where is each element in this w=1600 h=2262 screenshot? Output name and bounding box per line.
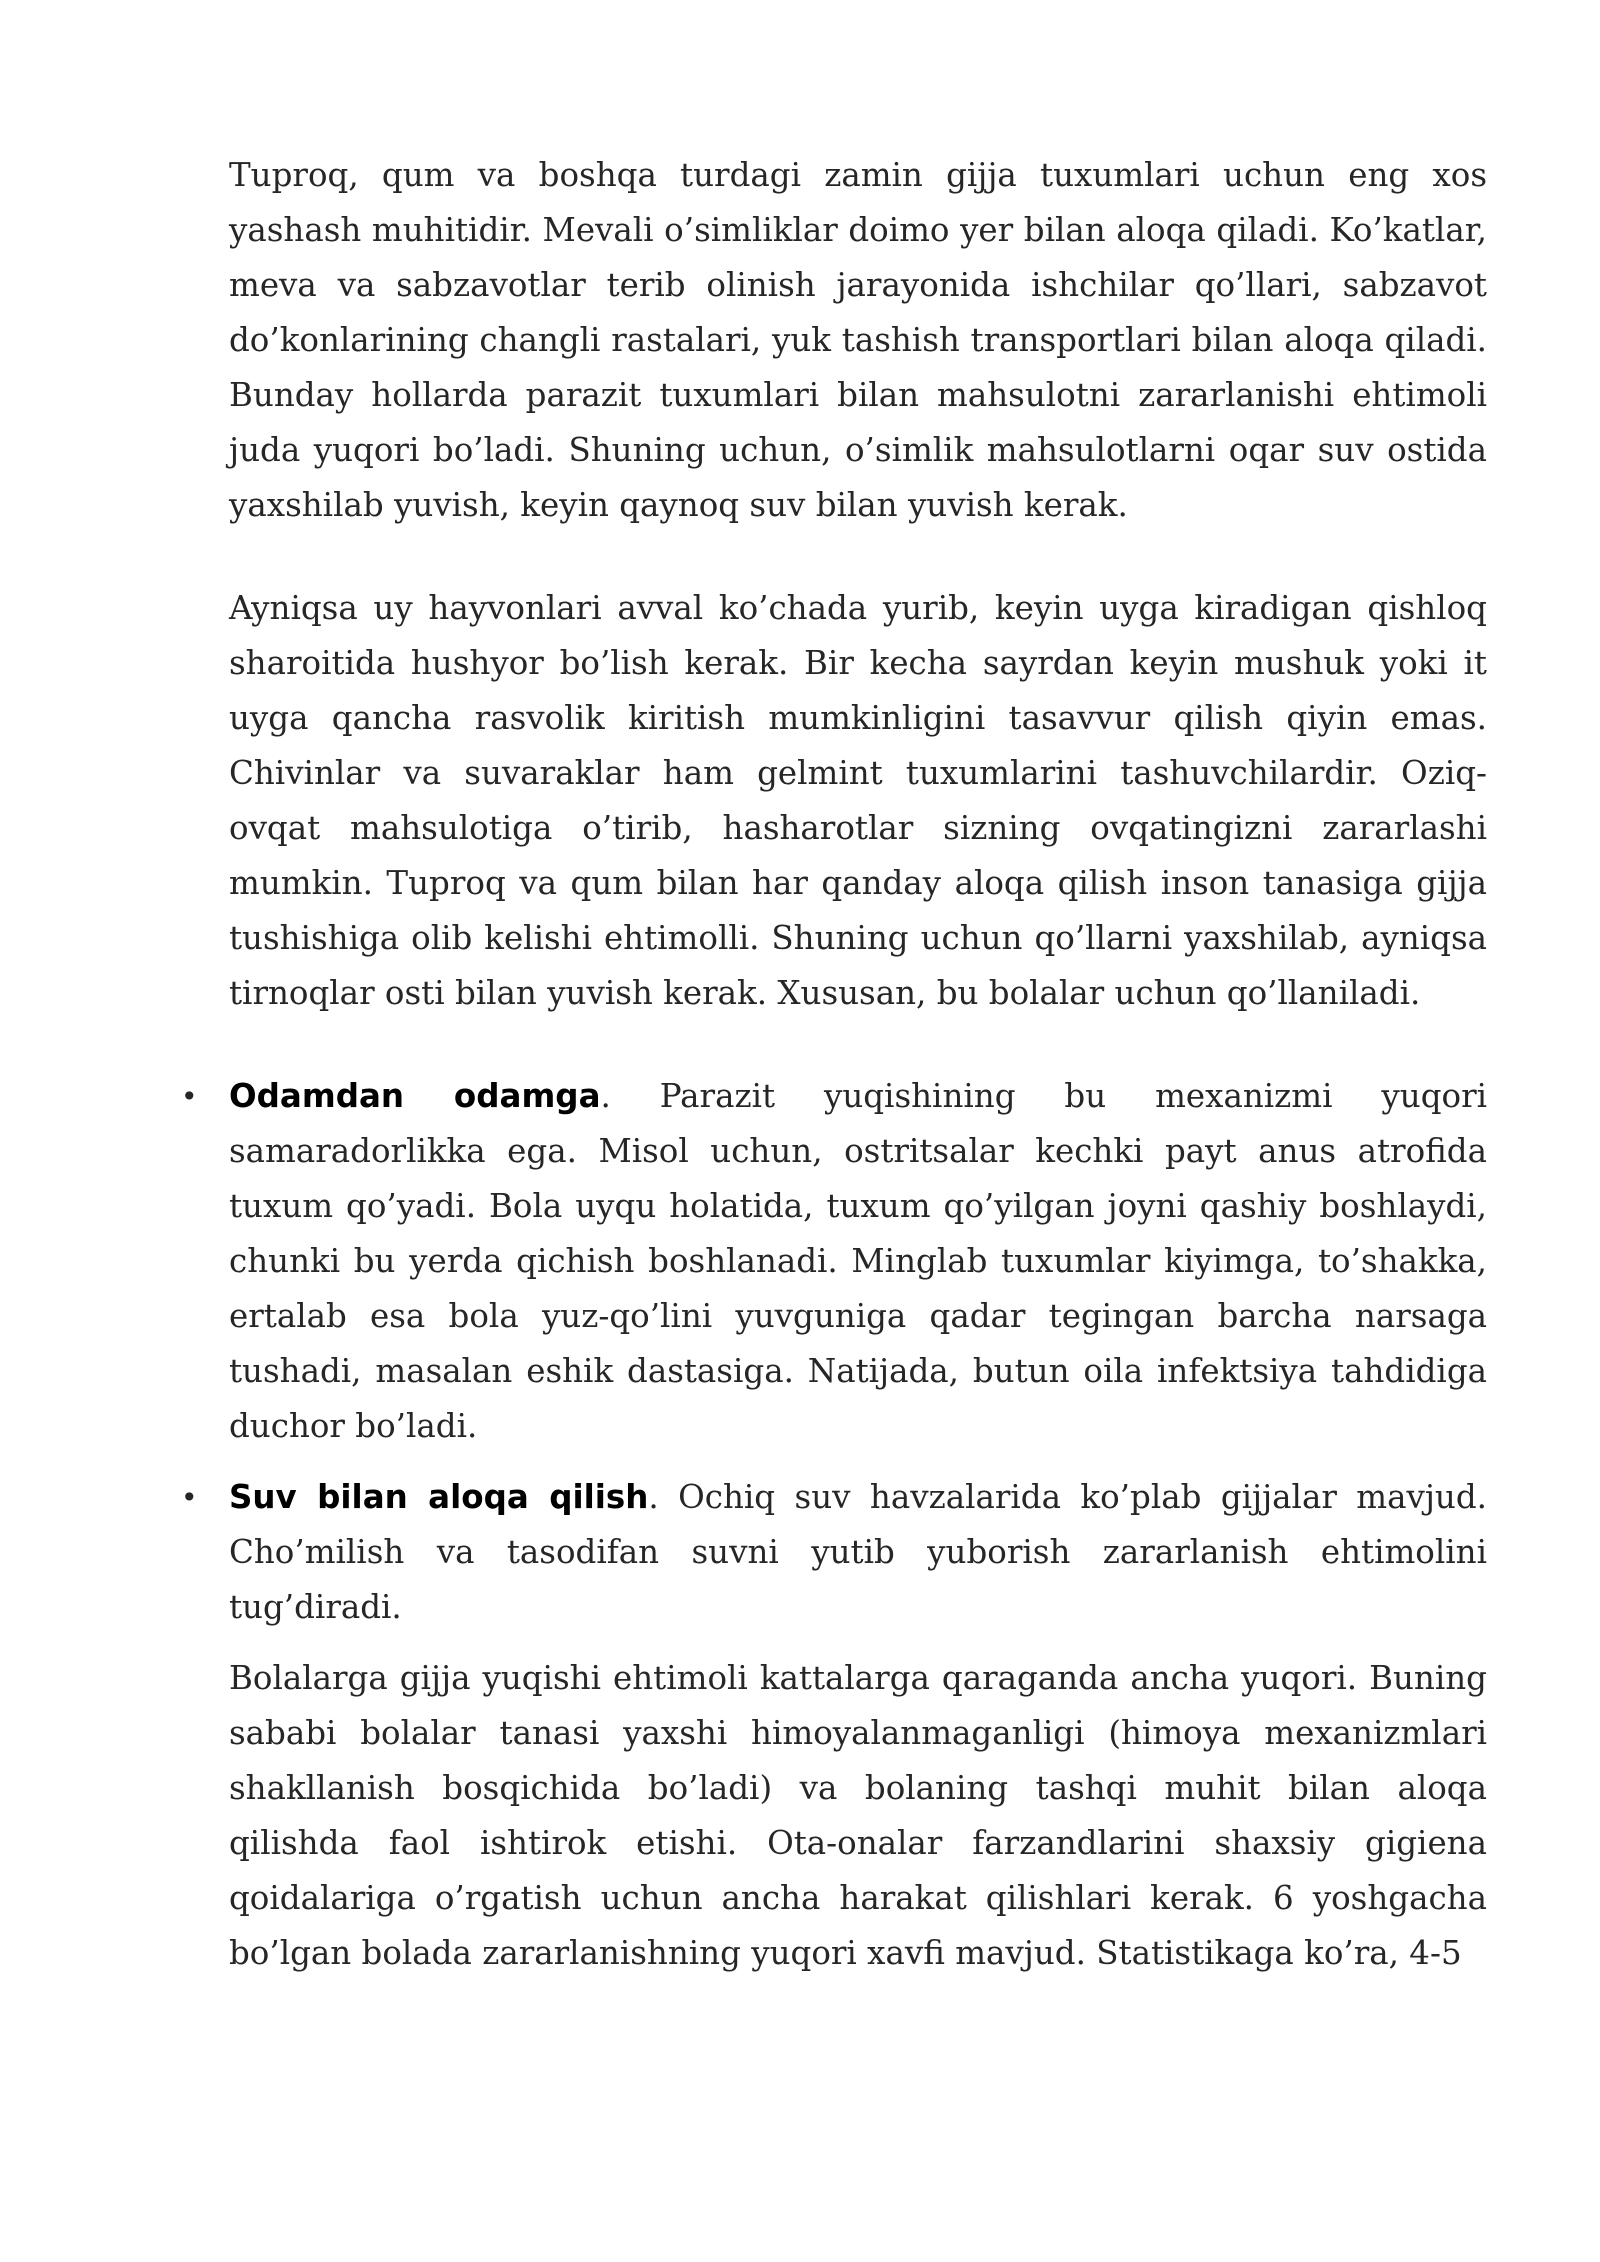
list-item-water-contact: [181, 1470, 1487, 1635]
list-item-term: Odamdan odamga: [229, 1077, 601, 1115]
paragraph-pets-insects: Ayniqsa uy hayvonlari avval ko’chada yurib, keyin uyga kiradigan qishloq sharoitida hushyor bo’lish kerak. Bir kecha sayrdan keyin mushuk yoki it uyga qancha rasvolik kiritish mumkinligini tasavvur qilish qiyin emas. Chivinlar va suvaraklar ham gelmint tuxumlarini tashuvchilardir. Oziq-ovqat mahsulotiga o’tirib, hasharotlar sizning ovqatingizni zararlashi mumkin. Tuproq va qum bilan har qanday aloqa qilish inson tanasiga gijja tushishiga olib kelishi ehtimolli. Shuning uchun qo’llarni yaxshilab, ayniqsa tirnoqlar osti bilan yuvish kerak. Xususan, bu bolalar uchun qo’llaniladi.: [229, 589, 1487, 1012]
bullet-dot-icon: •: [181, 1481, 198, 1514]
paragraph-children-risk: Bolalarga gijja yuqishi ehtimoli kattalarga qaraganda ancha yuqori. Buning sababi bolalar tanasi yaxshi himoyalanmaganligi (himoya mexanizmlari shakllanish bosqichida bo’ladi) va bolaning tashqi muhit bilan aloqa qilishda faol ishtirok etishi. Ota-onalar farzandlarini shaxsiy gigiena qoidalariga o’rgatish uchun ancha harakat qilishlari kerak. 6 yoshgacha bo’lgan bolada zararlanishning yuqori xavfi mavjud. Statistikaga ko’ra, 4-5: [229, 1659, 1487, 1972]
list-item-term: Suv bilan aloqa qilish: [229, 1478, 649, 1516]
transmission-list: [181, 1069, 1488, 1635]
document-page: [181, 148, 1488, 1981]
list-item-text: . Parazit yuqishining bu mexanizmi yuqori samaradorlikka ega. Misol uchun, ostritsalar kechki payt anus atrofida tuxum qo’yadi. Bola uyqu holatida, tuxum qo’yilgan joyni qashiy boshlaydi, chunki bu yerda qichish boshlanadi. Minglab tuxumlar kiyimga, to’shakka, ertalab esa bola yuz-qo’lini yuvguniga qadar tegingan barcha narsaga tushadi, masalan eshik dastasiga. Natijada, butun oila infektsiya tahdidiga duchor bo’ladi.: [229, 1077, 1488, 1445]
list-item-text: . Ochiq suv havzalarida ko’plab gijjalar mavjud. Cho’milish va tasodifan suvni yutib yuborish zararlanish ehtimolini tug’diradi.: [229, 1478, 1487, 1626]
bullet-dot-icon: •: [181, 1080, 198, 1113]
list-item-person-to-person: [181, 1069, 1488, 1454]
paragraph-soil-contact: Tuproq, qum va boshqa turdagi zamin gijja tuxumlari uchun eng xos yashash muhitidir. Mevali o’simliklar doimo yer bilan aloqa qiladi. Ko’katlar, meva va sabzavotlar terib olinish jarayonida ishchilar qo’llari, sabzavot do’konlarining changli rastalari, yuk tashish transportlari bilan aloqa qiladi. Bunday hollarda parazit tuxumlari bilan mahsulotni zararlanishi ehtimoli juda yuqori bo’ladi. Shuning uchun, o’simlik mahsulotlarni oqar suv ostida yaxshilab yuvish, keyin qaynoq suv bilan yuvish kerak.: [229, 156, 1487, 524]
